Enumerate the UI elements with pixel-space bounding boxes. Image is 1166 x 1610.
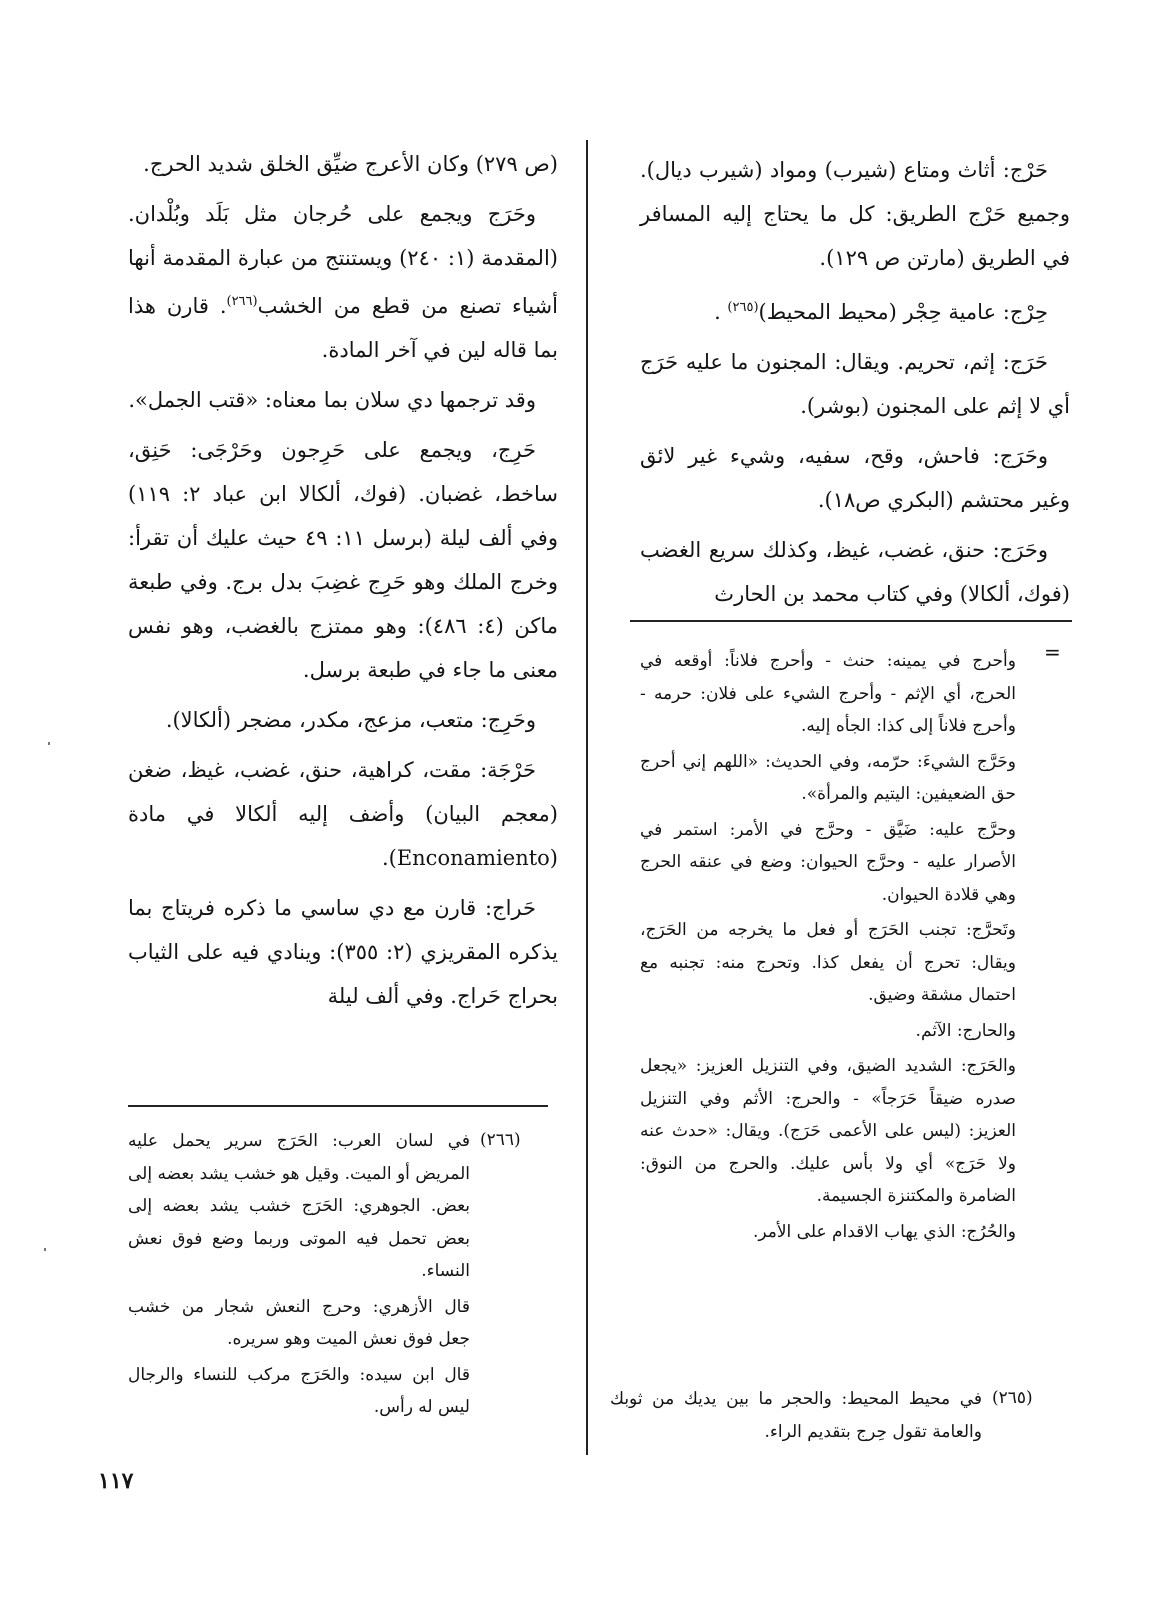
footnote-paragraph: والحُرُج: الذي يهاب الاقدام على الأمر. [752, 1221, 1016, 1242]
continuation-paragraph: (ص ٢٧٩) وكان الأعرج ضيِّق الخلق شديد الحرج. [143, 152, 558, 176]
entry-harij: حَرِج، ويجمع على حَرِجون وحَرْجَى: حَنِق، ساخط، غضبان. (فوك، ألكالا ابن عباد ٢: ١١٩) وفي ألف ليلة (برسل ١١: ٤٩ حيث عليك أن تقرأ: وخرج الملك وهو حَرِج غضِبَ بدل برج. وفي طبعة ماكن (٤: ٤٨٦): وهو ممتزج بالغضب، وهو نفس معنى ما جاء في طبعة برسل. [128, 438, 558, 682]
entry-de-slane: وقد ترجمها دي سلان بما معناه: «قتب الجمل». [128, 388, 536, 412]
scan-speck [48, 742, 50, 745]
footnote-paragraph: وحرَّج عليه: ضَيَّق - وحرَّج في الأمر: استمر في الأصرار عليه - وحرَّج الحيوان: وضع في عنقه الحرج وهي قلادة الحيوان. [640, 819, 1016, 905]
footnote-265: في محيط المحيط: والحجر ما بين يديك من ثوبك والعامة تقول حِرج بتقديم الراء. [610, 1389, 982, 1442]
footnote-paragraph: في لسان العرب: الحَرَج سرير يحمل عليه المريض أو الميت. وقيل هو خشب يشد بعضه إلى بعض. الجوهري: الحَرَج خشب يشد بعضه إلى بعض تحمل فيه الموتى وربما وضع فوق نعش النساء. [128, 1131, 470, 1281]
footnote-paragraph: وحَرَّج الشيءَ: حرّمه، وفي الحديث: «اللهم إني أحرج حق الضعيفين: اليتيم والمرأة». [640, 751, 1016, 804]
footnote-paragraph: قال الأزهري: وحرج النعش شجار من خشب جعل فوق نعش الميت وهو سريره. [128, 1296, 470, 1349]
footnote-ref-266: (٢٦٦) [226, 294, 258, 309]
footnote-paragraph: والحَرَج: الشديد الضيق، وفي التنزيل العزيز: «يجعل صدره ضيقاً حَرَجاً» - والحرج: الأثم وفي التنزيل العزيز: (ليس على الأعمى حَرَج). ويقال: «حدث عنه ولا حَرَج» أي ولا بأس عليك. والحرج من النوق: الضامرة والمكتنزة الجسيمة. [640, 1056, 1016, 1206]
scan-speck [44, 1248, 46, 1251]
right-footnotes [640, 645, 1016, 1251]
footnote-ref-265: (٢٦٥) [727, 300, 759, 315]
right-column-text [640, 148, 1070, 622]
footnote-paragraph: قال ابن سيده: والحَرَج مركب للنساء والرجال ليس له رأس. [128, 1364, 470, 1417]
continuation-marker: = [1044, 640, 1061, 664]
page-number: ١١٧ [98, 1468, 134, 1494]
footnote-paragraph: وأحرج في يمينه: حنث - وأحرج فلاناً: أوقعه في الحرج، أي الإثم - وأحرج الشيء على فلان: حرمه - وأحرج فلاناً إلى كذا: الجأه إليه. [640, 651, 1016, 736]
footnote-number-265: (٢٦٥) [992, 1388, 1033, 1408]
entry-haraj-obscene: وحَرَج: فاحش، وقح، سفيه، وشيء غير لائق وغير محتشم (البكري ص١٨). [640, 444, 1070, 512]
entry-harja: حَرْجَة: مقت، كراهية، حنق، غضب، غيظ، ضغن (معجم البيان) وأضف إليه ألكالا في مادة (Enconamiento). [128, 758, 558, 870]
entry-harraj: حَراج: قارن مع دي ساسي ما ذكره فريتاج بما يذكره المقريزي (٢: ٣٥٥): وينادي فيه على الثياب بحراج حَراج. وفي ألف ليلة [128, 896, 558, 1008]
left-column-text [128, 142, 558, 1024]
footnote-266 [128, 1125, 470, 1427]
entry-harij-tired: وحَرِج: متعب، مزعج، مكدر، مضجر (ألكالا). [165, 708, 536, 732]
entry-hirj: حِرْج: عامية حِجْر (محيط المحيط)$^{(٢٦٥)}$ . [714, 300, 1048, 324]
entry-haraj-anger: وحَرَج: حنق، غضب، غيظ، وكذلك سريع الغضب (فوك، ألكالا) وفي كتاب محمد بن الحارث [640, 538, 1070, 606]
left-footnote-separator [128, 1105, 548, 1107]
footnote-paragraph: وتَحرَّج: تجنب الحَرَج أو فعل ما يخرجه من الحَرَج، ويقال: تحرج أن يفعل كذا. وتحرج منه: تجنبه مع احتمال مشقة وضيق. [640, 920, 1016, 1005]
column-divider [586, 140, 588, 1455]
footnote-paragraph: والحارج: الآثم. [915, 1020, 1016, 1041]
entry-haraj-sin: حَرَج: إثم، تحريم. ويقال: المجنون ما عليه حَرَج أي لا إثم على المجنون (بوشر). [640, 350, 1070, 418]
entry-haraj-bier: وحَرَج ويجمع على حُرجان مثل بَلَد وبُلْدان. (المقدمة (١: ٢٤٠) ويستنتج من عبارة المقدمة أنها أشياء تصنع من قطع من الخشب$^{(٢٦٦)}$. قارن هذا بما قاله لين في آخر المادة. [128, 202, 558, 362]
entry-harj: حَرْج: أثاث ومتاع (شيرب) ومواد (شيرب ديال). وجميع حَرْج الطريق: كل ما يحتاج إليه المسافر في الطريق (مارتن ص ١٢٩). [640, 158, 1070, 270]
footnote-number-266: (٢٦٦) [480, 1130, 521, 1150]
